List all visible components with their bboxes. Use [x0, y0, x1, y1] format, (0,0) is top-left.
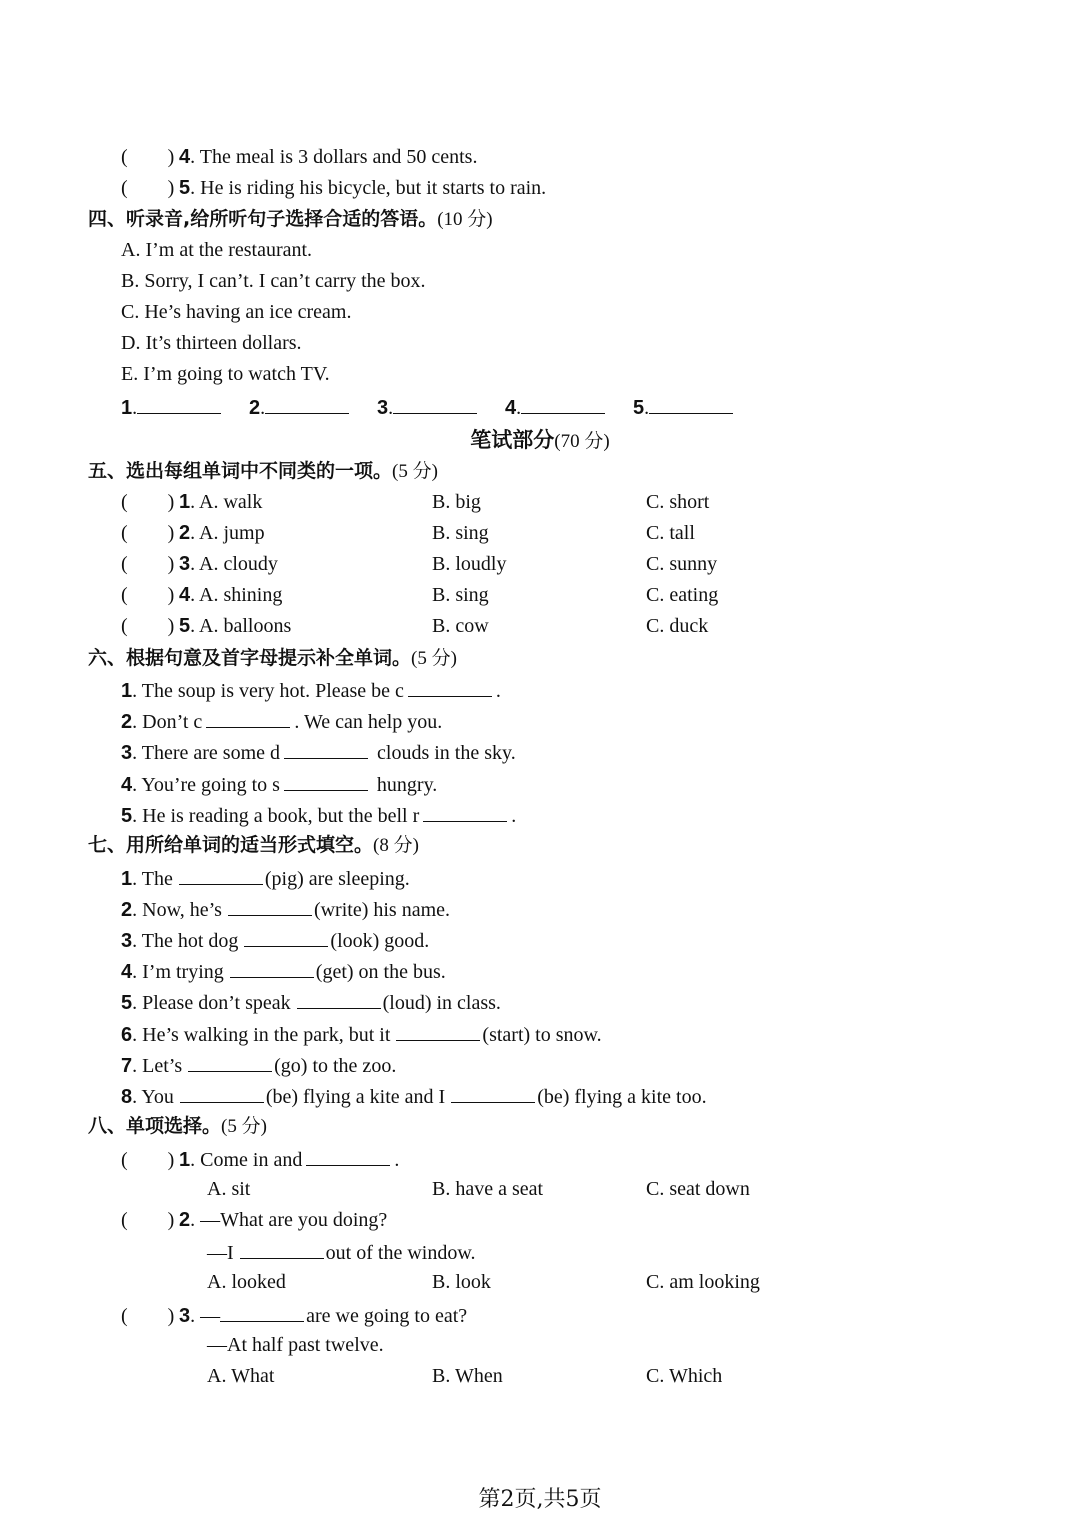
answer-blank[interactable] — [284, 768, 368, 791]
answer-blank[interactable] — [396, 1018, 480, 1041]
sec5-item-4: ( ) 4. A. shining B. sing C. eating — [121, 580, 1021, 611]
section-points: (5 分) — [221, 1116, 267, 1137]
section-7-heading — [88, 830, 419, 861]
sec7-item-1: 1. The (pig) are sleeping. — [121, 862, 410, 893]
option-d: D. It’s thirteen dollars. — [121, 332, 302, 354]
sec7-item-4: 4. I’m trying (get) on the bus. — [121, 955, 446, 986]
option-a: A. I’m at the restaurant. — [121, 239, 313, 261]
sec7-item-6: 6. He’s walking in the park, but it (start) to snow. — [121, 1018, 602, 1049]
sec6-item-5: 5. He is reading a book, but the bell r . — [121, 799, 516, 830]
sec8-q3-stem: ( ) 3. — are we going to eat? — [121, 1299, 467, 1330]
sec5-item-5: ( ) 5. A. balloons B. cow C. duck — [121, 611, 1021, 642]
item-text: . He is riding his bicycle, but it starts to rain. — [190, 177, 547, 199]
sec8-q2-stem: ( ) 2. —What are you doing? — [121, 1205, 387, 1236]
option-c: C. am looking — [646, 1271, 760, 1293]
sec5-item-2: ( ) 2. A. jump B. sing C. tall — [121, 518, 1021, 549]
answer-bracket[interactable]: ( ) — [121, 584, 175, 606]
answer-blank[interactable] — [228, 893, 312, 916]
section-points: (8 分) — [373, 835, 419, 856]
section-title: 五、选出每组单词中不同类的一项。 — [88, 460, 393, 482]
listening-item-4 — [121, 142, 477, 173]
page-footer: 第2页,共5页 — [478, 1487, 602, 1512]
option-c: C. seat down — [646, 1178, 750, 1200]
sec6-item-4: 4. You’re going to s hungry. — [121, 768, 437, 799]
answer-bracket[interactable]: ( ) — [121, 177, 175, 199]
answer-blank[interactable] — [188, 1049, 272, 1072]
sec6-item-3: 3. There are some d clouds in the sky. — [121, 736, 516, 767]
section-8-heading — [88, 1111, 267, 1142]
answer-blank[interactable] — [393, 391, 477, 414]
option-a: A. looked — [207, 1271, 286, 1293]
answer-bracket[interactable]: ( ) — [121, 491, 175, 513]
section-title: 四、听录音,给所听句子选择合适的答语。 — [88, 208, 438, 230]
answer-bracket[interactable]: ( ) — [121, 522, 175, 544]
section-title: 八、单项选择。 — [88, 1115, 222, 1137]
section-title: 六、根据句意及首字母提示补全单词。 — [88, 647, 412, 669]
option-a: A. What — [207, 1365, 275, 1387]
sec6-item-2: 2. Don’t c . We can help you. — [121, 705, 442, 736]
answer-blank[interactable] — [137, 391, 221, 414]
answer-bracket[interactable]: ( ) — [121, 1305, 175, 1327]
answer-blank[interactable] — [423, 799, 507, 822]
option-b: B. have a seat — [432, 1178, 544, 1200]
sec6-item-1: 1. The soup is very hot. Please be c . — [121, 674, 501, 705]
answer-bracket[interactable]: ( ) — [121, 1149, 175, 1171]
section-5-heading — [88, 456, 438, 487]
item-number: 4 — [179, 146, 191, 168]
answer-blank[interactable] — [408, 674, 492, 697]
sec7-item-3: 3. The hot dog (look) good. — [121, 924, 429, 955]
item-text: . The meal is 3 dollars and 50 cents. — [190, 146, 478, 168]
answer-blank[interactable] — [206, 705, 290, 728]
sec8-q1-options — [207, 1174, 1007, 1205]
sec7-item-2: 2. Now, he’s (write) his name. — [121, 893, 450, 924]
answer-blank[interactable] — [240, 1236, 324, 1259]
answer-blank[interactable] — [649, 391, 733, 414]
sec8-q2-line2: —I out of the window. — [207, 1236, 475, 1267]
option-c: C. Which — [646, 1365, 723, 1387]
listening-item-5 — [121, 173, 546, 204]
sec5-item-1: ( ) 1. A. walk B. big C. short — [121, 487, 1021, 518]
sec7-item-5: 5. Please don’t speak (loud) in class. — [121, 986, 501, 1017]
section-title: 七、用所给单词的适当形式填空。 — [88, 834, 374, 856]
section-points: (5 分) — [411, 648, 457, 669]
sec8-q3-line2: —At half past twelve. — [207, 1334, 384, 1356]
sec5-item-3: ( ) 3. A. cloudy B. loudly C. sunny — [121, 549, 1021, 580]
answer-blank[interactable] — [230, 955, 314, 978]
option-b: B. Sorry, I can’t. I can’t carry the box. — [121, 270, 426, 292]
answer-blank[interactable] — [179, 862, 263, 885]
answer-bracket[interactable]: ( ) — [121, 615, 175, 637]
option-a: A. sit — [207, 1178, 251, 1200]
section-points: (10 分) — [437, 209, 493, 230]
section-4-heading — [88, 204, 493, 235]
sec7-item-8: 8. You (be) flying a kite and I (be) flying a kite too. — [121, 1080, 707, 1111]
answer-blank[interactable] — [451, 1080, 535, 1103]
answer-blank[interactable] — [306, 1143, 390, 1166]
answer-blank[interactable] — [297, 986, 381, 1009]
sec8-q2-options — [207, 1267, 1007, 1298]
answer-blank[interactable] — [265, 391, 349, 414]
option-b: B. When — [432, 1365, 503, 1387]
answer-blank[interactable] — [180, 1080, 264, 1103]
answer-blank[interactable] — [220, 1299, 304, 1322]
answer-bracket[interactable]: ( ) — [121, 1209, 175, 1231]
answer-blank[interactable] — [521, 391, 605, 414]
answer-row: 1. 2. 3. 4. 5. — [121, 391, 761, 422]
sec8-q3-options — [207, 1361, 1007, 1392]
written-part-title: 笔试部分(70 分) — [470, 428, 610, 452]
answer-bracket[interactable]: ( ) — [121, 146, 175, 168]
option-b: B. look — [432, 1271, 491, 1293]
item-number: 5 — [179, 177, 191, 199]
section-6-heading — [88, 643, 457, 674]
answer-blank[interactable] — [244, 924, 328, 947]
answer-bracket[interactable]: ( ) — [121, 553, 175, 575]
sec8-q1-stem: ( ) 1. Come in and . — [121, 1143, 399, 1174]
option-c: C. He’s having an ice cream. — [121, 301, 352, 323]
option-e: E. I’m going to watch TV. — [121, 363, 330, 385]
sec7-item-7: 7. Let’s (go) to the zoo. — [121, 1049, 396, 1080]
answer-blank[interactable] — [284, 736, 368, 759]
section-points: (5 分) — [392, 461, 438, 482]
